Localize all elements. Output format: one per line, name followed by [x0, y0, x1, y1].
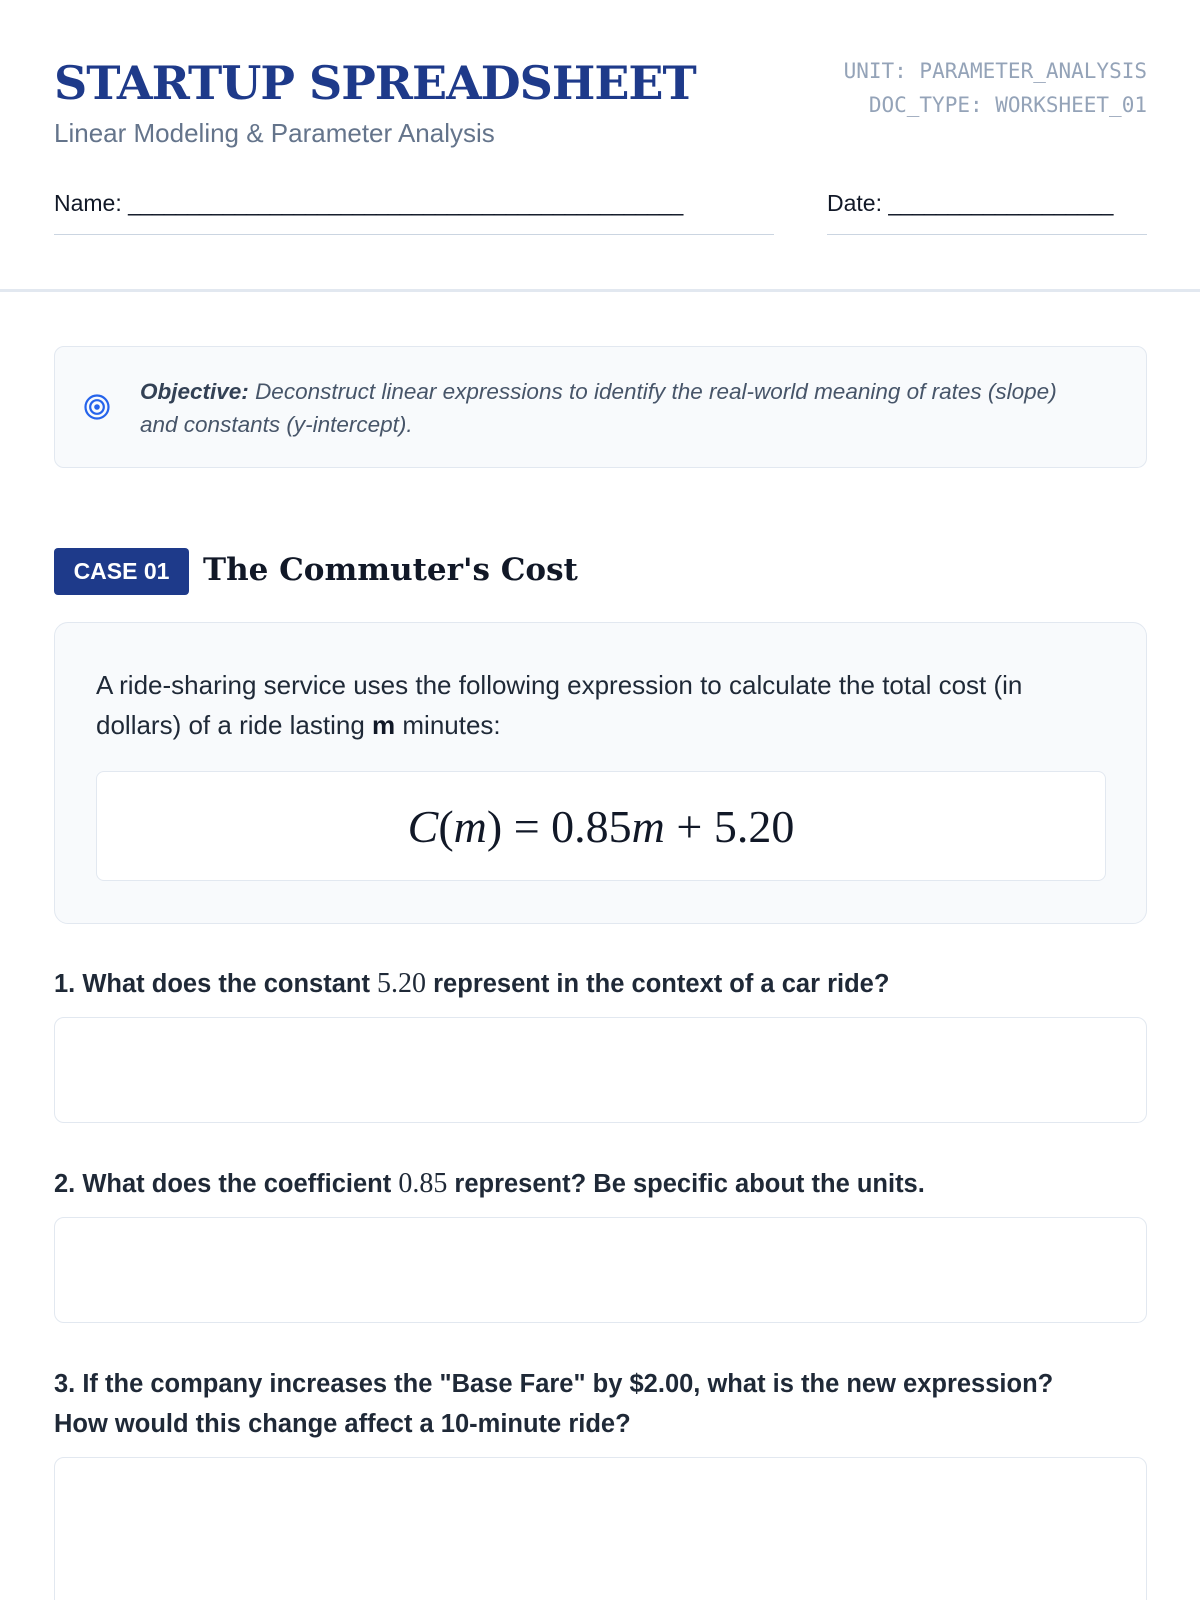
header-divider — [0, 289, 1200, 292]
question-2-suffix: represent? Be specific about the units. — [447, 1170, 925, 1198]
formula-constant: 5.20 — [713, 801, 795, 852]
answer-box-2[interactable] — [54, 1217, 1147, 1323]
page-title: STARTUP SPREADSHEET — [54, 56, 696, 110]
doc-type-label: DOC_TYPE: WORKSHEET_01 — [868, 93, 1147, 117]
date-blank[interactable]: ___________________ — [888, 190, 1113, 216]
objective-text — [140, 375, 1100, 441]
formula-equals: = — [502, 801, 552, 852]
formula-paren-open: ( — [438, 801, 454, 852]
scenario-text — [96, 665, 1106, 745]
scenario-variable: m — [372, 710, 396, 740]
scenario-intro-end: minutes: — [395, 710, 501, 740]
name-field[interactable] — [54, 190, 774, 235]
question-1-constant: 5.20 — [377, 968, 427, 999]
answer-box-3[interactable] — [54, 1457, 1147, 1600]
answer-box-1[interactable] — [54, 1017, 1147, 1123]
cost-formula — [96, 771, 1106, 881]
scenario-box — [54, 622, 1147, 924]
formula-plus: + — [664, 801, 714, 852]
target-icon — [83, 393, 111, 421]
question-3 — [54, 1364, 1154, 1444]
case-badge: CASE 01 — [54, 548, 189, 595]
scenario-intro: A ride-sharing service uses the following expression to calculate the total cost (in dollars) of a ride lasting — [96, 670, 1023, 740]
formula-function: C — [407, 801, 439, 852]
name-blank[interactable]: _______________________________________________ — [128, 190, 683, 216]
date-field[interactable] — [827, 190, 1147, 235]
question-1-prefix: 1. What does the constant — [54, 970, 378, 998]
question-2-coefficient: 0.85 — [398, 1168, 448, 1199]
formula-variable: m — [631, 801, 665, 852]
objective-box — [54, 346, 1147, 468]
question-3-line-1: 3. If the company increases the "Base Fare" by $2.00, what is the new expression? — [54, 1370, 1054, 1398]
objective-label: Objective: — [140, 379, 249, 404]
objective-description: Deconstruct linear expressions to identify the real-world meaning of rates (slope) and constants (y-intercept). — [140, 379, 1057, 437]
formula-coefficient: 0.85 — [551, 801, 632, 852]
formula-argument: m — [453, 801, 487, 852]
page-subtitle: Linear Modeling & Parameter Analysis — [54, 118, 495, 148]
question-2-prefix: 2. What does the coefficient — [54, 1170, 399, 1198]
question-1-suffix: represent in the context of a car ride? — [426, 970, 890, 998]
formula-paren-close: ) — [486, 801, 503, 852]
question-2 — [54, 1164, 1154, 1204]
unit-label: UNIT: PARAMETER_ANALYSIS — [843, 59, 1147, 83]
question-3-line-2: How would this change affect a 10-minute ride? — [54, 1410, 631, 1438]
question-1 — [54, 964, 1154, 1004]
date-label: Date: — [827, 190, 882, 216]
name-label: Name: — [54, 190, 122, 216]
document-meta — [844, 54, 1147, 122]
case-title: The Commuter's Cost — [203, 552, 578, 588]
